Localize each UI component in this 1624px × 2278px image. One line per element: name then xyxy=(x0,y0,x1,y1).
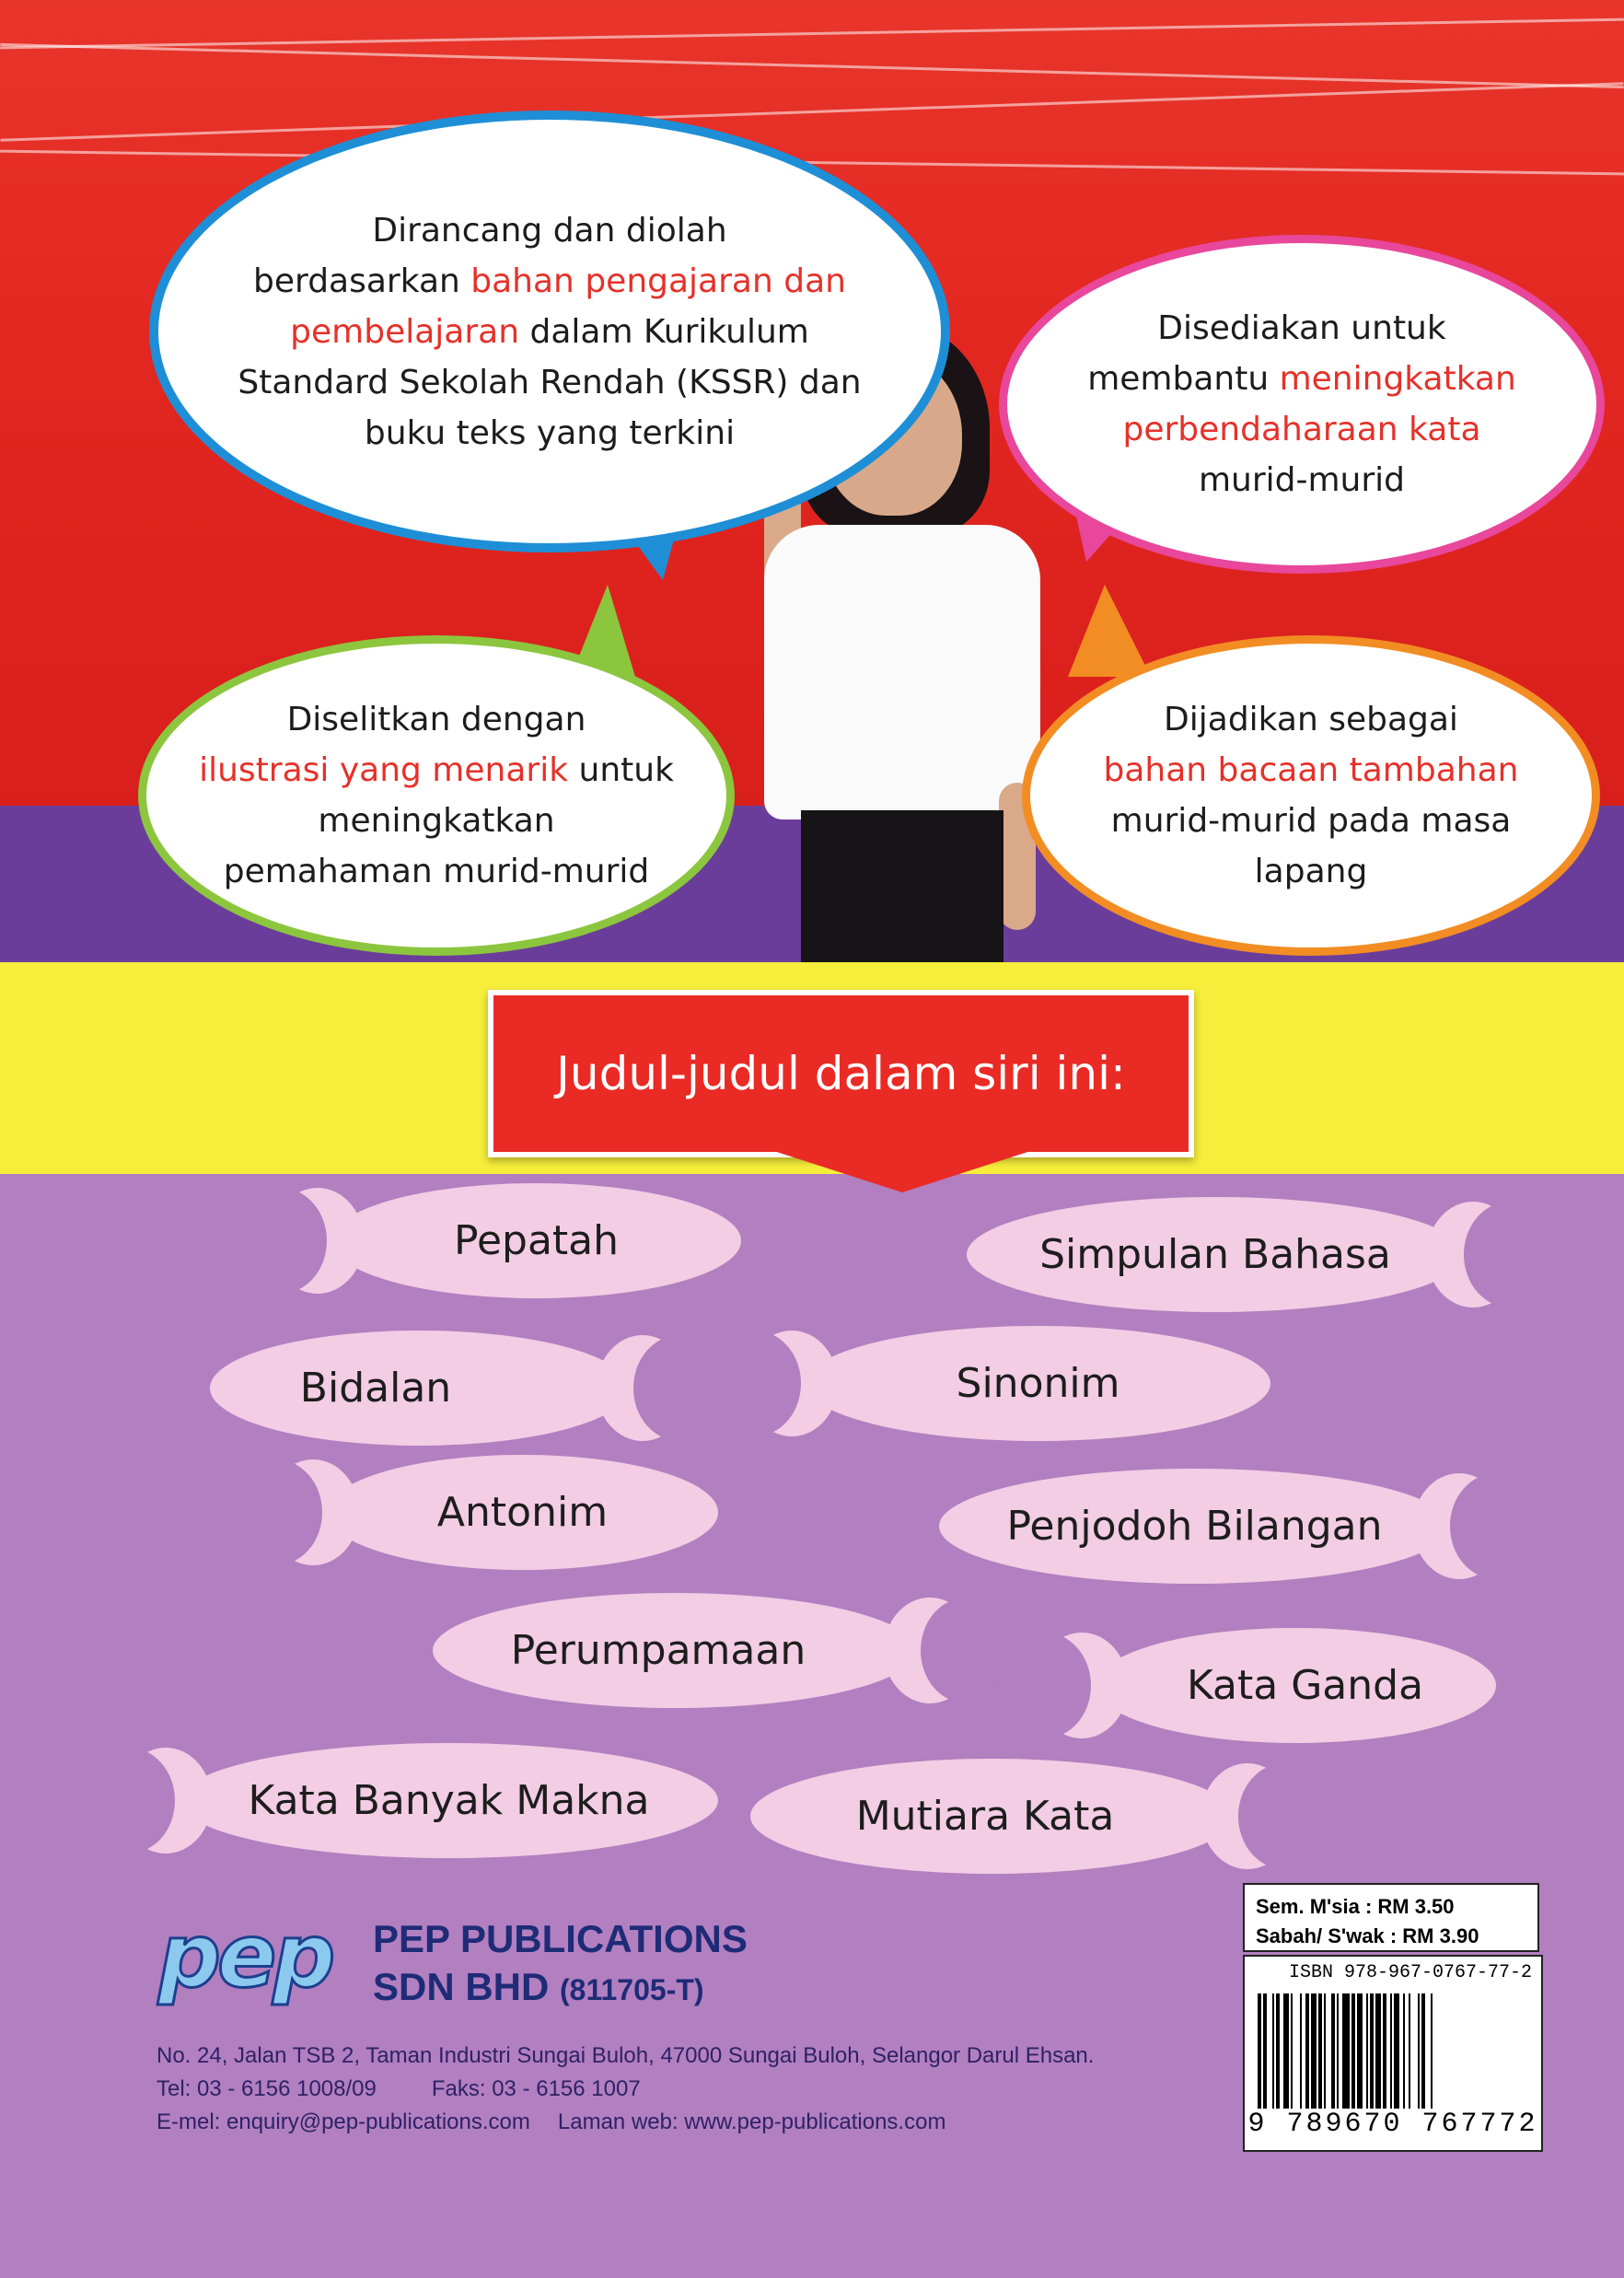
barcode-bar xyxy=(1300,1993,1302,2109)
barcode-bar xyxy=(1418,1993,1420,2109)
barcode-bar xyxy=(1276,1993,1280,2109)
barcode-bar xyxy=(1357,1993,1363,2109)
barcode-bar xyxy=(1283,1993,1289,2109)
publisher-fax: Faks: 03 - 6156 1007 xyxy=(431,2076,641,2101)
girl-shirt xyxy=(764,525,1040,819)
banner-pointer xyxy=(760,1146,1045,1192)
barcode-bar xyxy=(1311,1993,1317,2109)
barcode-bar xyxy=(1318,1993,1322,2109)
speech-bubble-bottom-left xyxy=(138,635,735,956)
barcode-bar xyxy=(1403,1993,1405,2109)
barcode-bar xyxy=(1351,1993,1355,2109)
title-fish-bidalan: Bidalan xyxy=(210,1331,689,1446)
price-sabah-sarawak: Sabah/ S'wak : RM 3.90 xyxy=(1256,1924,1479,1947)
publisher-contact xyxy=(157,2040,1234,2139)
barcode-digits: 9 789670 767772 xyxy=(1247,2109,1538,2140)
barcode-bar xyxy=(1305,1993,1309,2109)
bubble-text: Dijadikan sebagai bahan bacaan tambahan murid-murid pada masa lapang xyxy=(1103,701,1519,890)
title-fish-perumpamaan: Perumpamaan xyxy=(433,1593,976,1708)
title-fish-antonim: Antonim xyxy=(267,1455,718,1570)
barcode xyxy=(1258,1993,1526,2109)
barcode-bar xyxy=(1409,1993,1410,2109)
speech-bubble-top-right xyxy=(999,235,1605,574)
barcode-bar xyxy=(1331,1993,1335,2109)
bubble-text: Dirancang dan diolah berdasarkan bahan pengajaran dan pembelajaran dalam Kurikulum Standard Sekolah Rendah (KSSR) dan buku teks yang terkini xyxy=(238,211,862,452)
barcode-bar xyxy=(1337,1993,1339,2109)
barcode-bar xyxy=(1291,1993,1293,2109)
title-fish-kata-banyak-makna: Kata Banyak Makna xyxy=(120,1743,718,1858)
girl-pants xyxy=(801,810,1003,962)
title-fish-pepatah: Pepatah xyxy=(272,1183,741,1298)
price-peninsular: Sem. M'sia : RM 3.50 xyxy=(1256,1895,1455,1918)
title-fish-penjodoh-bilangan: Penjodoh Bilangan xyxy=(939,1469,1510,1584)
bubble-text: Disediakan untuk membantu meningkatkan perbendaharaan kata murid-murid xyxy=(1087,309,1516,499)
barcode-bar xyxy=(1258,1993,1261,2109)
title-fish-sinonim: Sinonim xyxy=(746,1326,1270,1441)
decorative-streak xyxy=(0,43,1623,88)
bubble-tail xyxy=(1068,585,1151,677)
series-banner xyxy=(488,990,1194,1157)
banner-title: Judul-judul dalam siri ini: xyxy=(556,1047,1126,1100)
publisher-name: PEP PUBLICATIONS SDN BHD (811705-T) xyxy=(373,1917,748,2008)
publisher-web: Laman web: www.pep-publications.com xyxy=(557,2109,946,2134)
publisher-email: E-mel: enquiry@pep-publications.com xyxy=(157,2109,530,2134)
barcode-bar xyxy=(1324,1993,1326,2109)
speech-bubble-bottom-right xyxy=(1022,635,1600,956)
barcode-bar xyxy=(1375,1993,1381,2109)
price-box xyxy=(1243,1883,1539,1952)
barcode-bar xyxy=(1370,1993,1374,2109)
barcode-bar xyxy=(1431,1993,1433,2109)
barcode-box xyxy=(1243,1955,1543,2152)
bubble-text: Diselitkan dengan ilustrasi yang menarik untuk meningkatkan pemahaman murid-murid xyxy=(199,701,674,890)
barcode-bar xyxy=(1366,1993,1368,2109)
barcode-bar xyxy=(1390,1993,1392,2109)
speech-bubble-top-left xyxy=(149,110,950,552)
barcode-bar xyxy=(1263,1993,1267,2109)
decorative-streak xyxy=(0,82,1623,142)
barcode-bar xyxy=(1342,1993,1350,2109)
barcode-bar xyxy=(1383,1993,1386,2109)
publisher-tel: Tel: 03 - 6156 1008/09 xyxy=(157,2076,377,2101)
decorative-streak xyxy=(0,18,1624,50)
barcode-bar xyxy=(1421,1993,1425,2109)
barcode-bar xyxy=(1394,1993,1399,2109)
title-fish-kata-ganda: Kata Ganda xyxy=(1036,1628,1496,1743)
barcode-bar xyxy=(1272,1993,1274,2109)
isbn-label: ISBN 978-967-0767-77-2 xyxy=(1288,1962,1532,1983)
title-fish-mutiara-kata: Mutiara Kata xyxy=(750,1759,1293,1874)
publisher-logo: pep xyxy=(158,1906,332,2007)
publisher-address: No. 24, Jalan TSB 2, Taman Industri Sungai Buloh, 47000 Sungai Buloh, Selangor Darul Ehsan. xyxy=(157,2043,1095,2068)
title-fish-simpulan-bahasa: Simpulan Bahasa xyxy=(967,1197,1519,1312)
